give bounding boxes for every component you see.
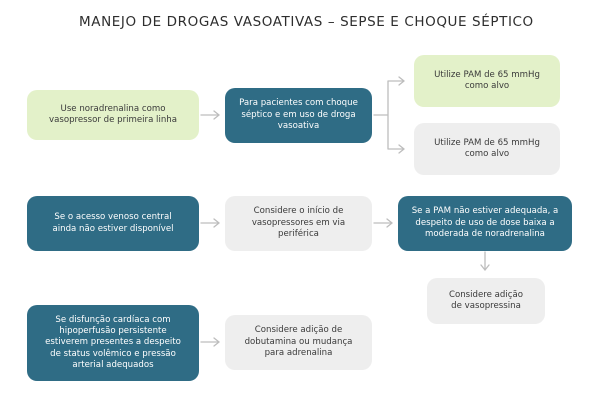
box-noradrenalina-first-line: Use noradrenalina como vasopressor de primeira linha (27, 90, 199, 140)
box-dobutamine: Considere adição de dobutamina ou mudança para adrenalina (225, 315, 372, 370)
diagram-title: MANEJO DE DROGAS VASOATIVAS – SEPSE E CHOQUE SÉPTICO (79, 14, 534, 30)
box-pam-target-2: Utilize PAM de 65 mmHg como alvo (414, 123, 560, 175)
box-patients-septic-shock: Para pacientes com choque séptico e em uso de droga vasoativa (225, 88, 372, 143)
box-pam-target-1: Utilize PAM de 65 mmHg como alvo (414, 55, 560, 107)
box-cardiac-dysfunction: Se disfunção cardíaca com hipoperfusão persistente estiverem presentes a despeito de status volêmico e pressão arterial adequados (27, 305, 199, 381)
box-central-access: Se o acesso venoso central ainda não estiver disponível (27, 196, 199, 251)
box-pam-inadequate: Se a PAM não estiver adequada, a despeito de uso de dose baixa a moderada de noradrenalina (398, 196, 572, 251)
box-peripheral-start: Considere o início de vasopressores em via periférica (225, 196, 372, 251)
arrow-branch-to-pam-targets (374, 81, 404, 149)
box-vasopressin: Considere adição de vasopressina (427, 278, 545, 324)
